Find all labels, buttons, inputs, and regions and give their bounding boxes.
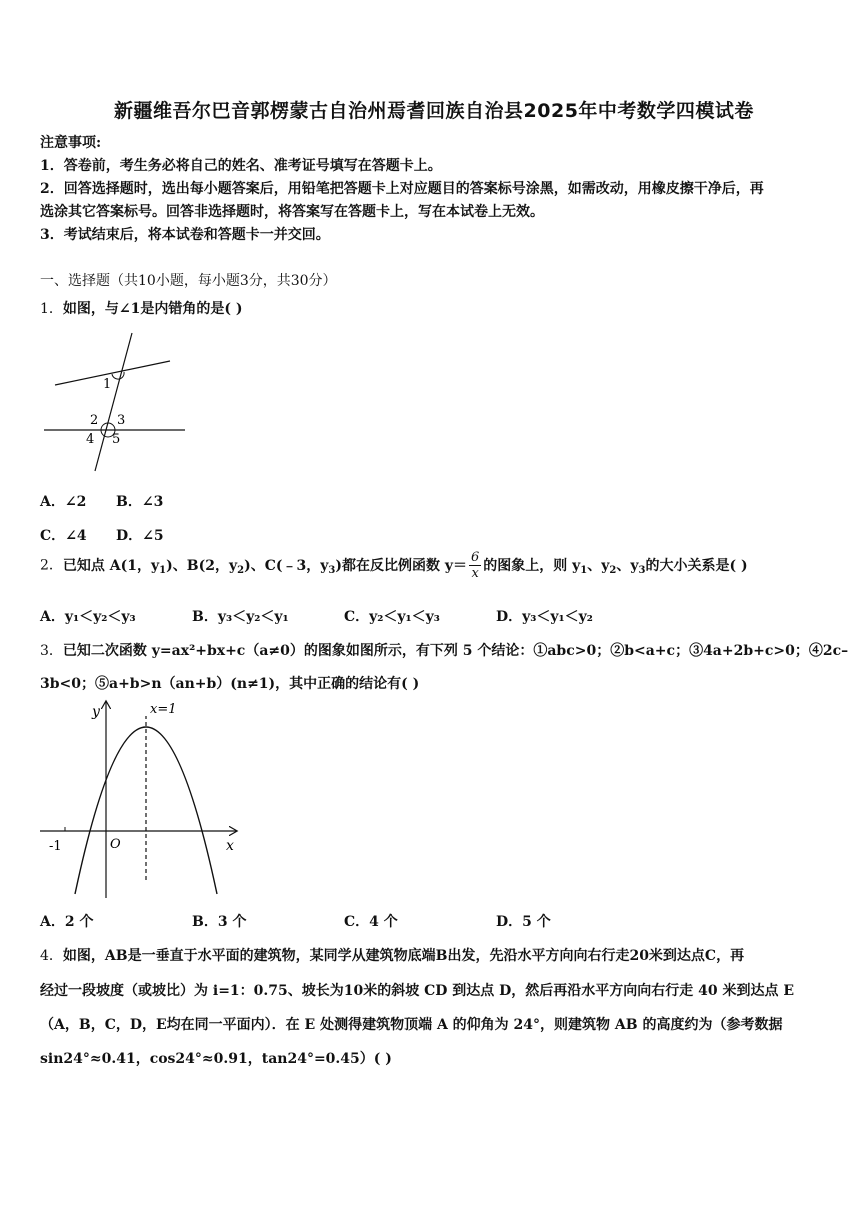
section-heading: 一、选择题（共10小题，每小题3分，共30分） bbox=[40, 273, 337, 289]
question-4-line-2: 经过一段坡度（或坡比）为 i=1：0.75、坡长为10米的斜坡 CD 到达点 D，然后再沿水平方向向右行走 40 米到达点 E bbox=[40, 983, 795, 999]
upper-line bbox=[55, 361, 170, 385]
question-4-line-1: 4．如图，AB是一垂直于水平面的建筑物，某同学从建筑物底端B出发，先沿水平方向向右行走20米到达点C，再 bbox=[40, 948, 745, 964]
question-4-line-3: （A，B，C，D，E均在同一平面内）．在 E 处测得建筑物顶端 A 的仰角为 24°，则建筑物 AB 的高度约为（参考数据 bbox=[40, 1017, 783, 1033]
q1-option-c: C．∠4 bbox=[40, 528, 87, 544]
question-1 bbox=[40, 298, 243, 318]
transversal-line bbox=[95, 333, 132, 471]
question-1-number: 1． bbox=[40, 301, 63, 317]
q2-option-a: A．y₁＜y₂＜y₃ bbox=[40, 609, 136, 625]
notice-item-2b: 选涂其它答案标号。回答非选择题时，将答案写在答题卡上，写在本试卷上无效。 bbox=[40, 204, 544, 220]
q1-option-d: D．∠5 bbox=[116, 528, 164, 544]
label-angle-2: 2 bbox=[90, 413, 99, 428]
question-2-number: 2． bbox=[40, 557, 63, 574]
page-title: 新疆维吾尔巴音郭楞蒙古自治州焉耆回族自治县2025年中考数学四模试卷 bbox=[114, 100, 754, 122]
question-3-line-2: 3b<0；⑤a+b>n（an+b）(n≠1)，其中正确的结论有( ) bbox=[40, 676, 420, 692]
neg-one-label: -1 bbox=[49, 839, 62, 854]
label-angle-1: 1 bbox=[103, 377, 112, 392]
label-angle-5: 5 bbox=[112, 432, 121, 447]
q3-option-a: A．2 个 bbox=[40, 914, 94, 930]
x-axis-label: x bbox=[226, 838, 234, 854]
question-1-text: 如图，与∠1是内错角的是( ) bbox=[62, 301, 243, 317]
notice-item-3: 3．考试结束后，将本试卷和答题卡一并交回。 bbox=[40, 227, 330, 243]
q3-option-c: C．4 个 bbox=[344, 914, 398, 930]
y-axis-label: y bbox=[92, 704, 100, 720]
symmetry-label: x=1 bbox=[150, 702, 177, 717]
q2-option-c: C．y₂＜y₁＜y₃ bbox=[344, 609, 440, 625]
question-4-number: 4． bbox=[40, 948, 63, 964]
q2-option-b: B．y₃＜y₂＜y₁ bbox=[192, 609, 289, 625]
q1-option-a: A．∠2 bbox=[40, 494, 87, 510]
question-3-number: 3． bbox=[40, 643, 63, 659]
label-angle-4: 4 bbox=[86, 432, 95, 447]
question-2: 2．已知点 A(1，$y_1$)、B(2，$y_2$)、C(﹣3，$y_3$)都在反比例函数 y＝ $\frac{6}{x}$ 的图象上，则 $y_1$、$y_2$、$y_3$的大小关系是( ) bbox=[40, 550, 748, 581]
label-angle-3: 3 bbox=[117, 413, 126, 428]
q2-option-d: D．y₃＜y₁＜y₂ bbox=[496, 609, 593, 625]
question-4-line-4: sin24°≈0.41，cos24°≈0.91，tan24°=0.45）( ) bbox=[40, 1051, 392, 1067]
q3-option-d: D．5 个 bbox=[496, 914, 551, 930]
q3-option-b: B．3 个 bbox=[192, 914, 247, 930]
question-3-parabola-figure bbox=[40, 696, 245, 901]
fraction-6-over-x: $\frac{6}{x}$ bbox=[470, 550, 480, 581]
question-3-line-1: 3．已知二次函数 y=ax²+bx+c（a≠0）的图象如图所示，有下列 5 个结论：①abc>0；②b<a+c；③4a+2b+c>0；④2c– bbox=[40, 643, 849, 659]
notice-heading: 注意事项: bbox=[40, 135, 102, 151]
origin-label: O bbox=[110, 837, 121, 852]
notice-item-1: 1．答卷前，考生务必将自己的姓名、准考证号填写在答题卡上。 bbox=[40, 158, 442, 174]
q1-option-b: B．∠3 bbox=[116, 494, 164, 510]
question-1-figure bbox=[40, 325, 190, 475]
notice-item-2a: 2．回答选择题时，选出每小题答案后，用铅笔把答题卡上对应题目的答案标号涂黑，如需改动，用橡皮擦干净后，再 bbox=[40, 181, 764, 197]
